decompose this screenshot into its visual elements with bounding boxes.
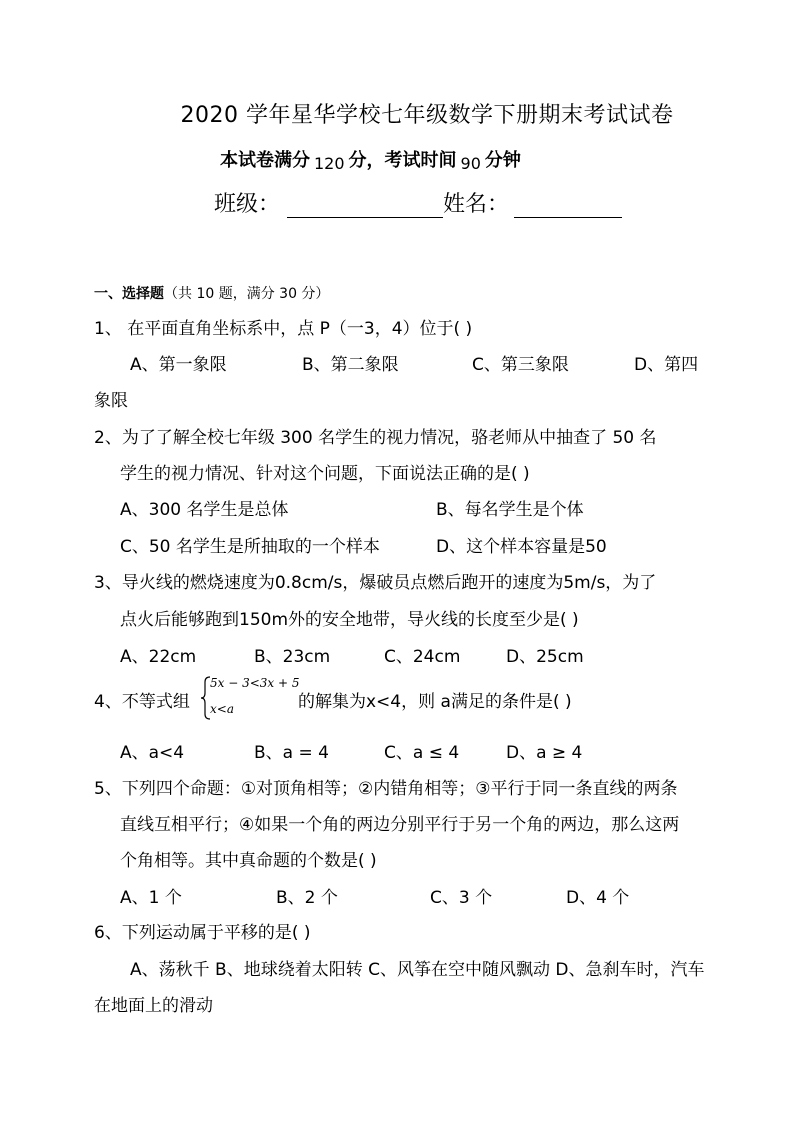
q6-stem: 6、下列运动属于平移的是( ) [94, 923, 311, 943]
q4-option-d: D、a ≥ 4 [506, 743, 583, 763]
section-header [94, 283, 329, 303]
class-blank [287, 216, 443, 218]
q2-option-a: A、300 名学生是总体 [120, 500, 289, 520]
q3-option-d: D、25cm [506, 647, 584, 667]
q5-option-b: B、2 个 [276, 888, 338, 908]
q4-option-a: A、a<4 [120, 743, 185, 763]
q1-option-d-cont: 象限 [94, 391, 128, 411]
q4-lead: 4、不等式组 [94, 692, 190, 712]
q1-option-b: B、第二象限 [302, 355, 399, 375]
class-label: 班级： [214, 192, 281, 217]
subtitle-part-b: 分，考试时间 [348, 150, 457, 171]
q5-option-a: A、1 个 [120, 888, 182, 908]
inequality-1: 5x − 3<3x + 5 [210, 676, 300, 690]
q3-stem-line2: 点火后能够跑到150m外的安全地带，导火线的长度至少是( ) [120, 610, 579, 630]
q5-stem-line3: 个角相等。其中真命题的个数是( ) [120, 851, 377, 871]
subtitle-part-a: 本试卷满分 [220, 150, 310, 171]
q6-options: A、荡秋千 B、地球绕着太阳转 C、风筝在空中随风飘动 D、急刹车时，汽车 [130, 960, 705, 980]
q4-option-c: C、a ≤ 4 [384, 743, 460, 763]
q3-option-a: A、22cm [120, 647, 197, 667]
q4-option-b: B、a = 4 [254, 743, 329, 763]
q1-option-c: C、第三象限 [472, 355, 569, 375]
inequality-system [200, 676, 300, 720]
q5-stem-line2: 直线互相平行；④如果一个角的两边分别平行于另一个角的两边，那么这两 [120, 815, 680, 835]
q3-stem-line1: 3、导火线的燃烧速度为0.8cm/s，爆破员点燃后跑开的速度为5m/s，为了 [94, 573, 657, 593]
q2-stem-line2: 学生的视力情况、针对这个问题，下面说法正确的是( ) [120, 464, 530, 484]
subtitle-part-c: 分钟 [484, 150, 521, 171]
q1-stem: 1、 在平面直角坐标系中，点 P（一3，4）位于( ) [94, 319, 473, 339]
exam-subtitle [220, 146, 521, 172]
exam-title: 2020 学年星华学校七年级数学下册期末考试试卷 [180, 103, 674, 128]
q4-tail: 的解集为x<4，则 a满足的条件是( ) [298, 692, 572, 712]
name-label: 姓名： [443, 192, 510, 217]
q5-option-c: C、3 个 [430, 888, 493, 908]
section-title: 一、选择题 [94, 286, 164, 302]
q5-option-d: D、4 个 [566, 888, 630, 908]
q1-option-d: D、第四 [634, 355, 699, 375]
q3-option-c: C、24cm [384, 647, 461, 667]
section-note: （共 10 题，满分 30 分） [164, 286, 330, 302]
q2-option-d: D、这个样本容量是50 [436, 537, 607, 557]
name-blank [514, 216, 622, 218]
q6-options-cont: 在地面上的滑动 [94, 996, 213, 1016]
full-score: 120 [314, 154, 345, 173]
q2-stem-line1: 2、为了了解全校七年级 300 名学生的视力情况，骆老师从中抽查了 50 名 [94, 428, 657, 448]
duration: 90 [460, 154, 481, 173]
q2-option-c: C、50 名学生是所抽取的一个样本 [120, 537, 380, 557]
q2-option-b: B、每名学生是个体 [436, 500, 584, 520]
q1-option-a: A、第一象限 [130, 355, 227, 375]
inequality-2: x<a [210, 702, 234, 716]
q5-stem-line1: 5、下列四个命题：①对顶角相等；②内错角相等；③平行于同一条直线的两条 [94, 779, 678, 799]
q3-option-b: B、23cm [254, 647, 331, 667]
